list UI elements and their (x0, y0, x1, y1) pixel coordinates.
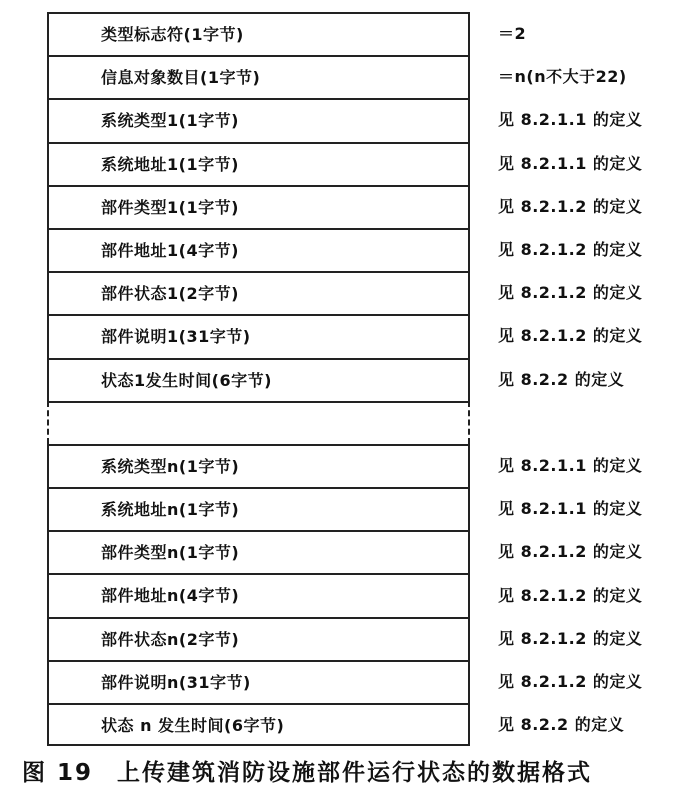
definition-note: 见 8.2.1.2 的定义 (498, 628, 643, 648)
table-row (47, 185, 470, 228)
definition-note: 见 8.2.1.1 的定义 (498, 499, 643, 519)
field-cell: 部件类型n(1字节) (101, 543, 240, 563)
definition-note: 见 8.2.1.2 的定义 (498, 283, 643, 303)
field-cell: 状态 n 发生时间(6字节) (101, 716, 285, 735)
definition-note: 见 8.2.1.2 的定义 (498, 542, 643, 562)
field-cell: 状态1发生时间(6字节) (101, 370, 272, 390)
table-row (47, 444, 470, 487)
field-cell: 部件地址1(4字节) (101, 240, 239, 260)
field-cell: 系统地址1(1字节) (101, 154, 239, 174)
definition-note: 见 8.2.1.1 的定义 (498, 153, 643, 173)
definition-note: 见 8.2.1.2 的定义 (498, 672, 643, 691)
table-row (47, 55, 470, 98)
figure-title: 上传建筑消防设施部件运行状态的数据格式 (117, 760, 593, 786)
field-cell: 部件说明n(31字节) (101, 672, 251, 692)
definition-note: 见 8.2.1.2 的定义 (498, 196, 643, 216)
table-row (47, 487, 470, 530)
table-row (47, 703, 470, 746)
field-cell: 系统地址n(1字节) (101, 500, 240, 520)
definition-note: 见 8.2.1.2 的定义 (498, 240, 643, 259)
table-row (47, 98, 470, 141)
figure-caption (22, 753, 592, 793)
table-row (47, 617, 470, 660)
table-row (47, 271, 470, 314)
definition-note: 见 8.2.2 的定义 (498, 715, 625, 735)
table-row (47, 530, 470, 573)
definition-note: 见 8.2.1.1 的定义 (498, 456, 643, 475)
definition-note: ＝n(n不大于22) (498, 67, 627, 87)
table-row (47, 142, 470, 185)
definition-note: 见 8.2.1.1 的定义 (498, 110, 643, 130)
field-cell: 类型标志符(1字节) (101, 25, 244, 44)
field-cell: 部件地址n(4字节) (101, 586, 240, 606)
field-cell: 部件类型1(1字节) (101, 197, 239, 217)
table-row (47, 12, 470, 55)
definition-note: 见 8.2.1.2 的定义 (498, 585, 643, 605)
table-row (47, 314, 470, 357)
definition-note: 见 8.2.2 的定义 (498, 369, 625, 389)
field-cell: 部件说明1(31字节) (101, 327, 251, 347)
data-format-table (47, 12, 470, 746)
field-cell: 系统类型1(1字节) (101, 111, 239, 131)
table-row (47, 228, 470, 271)
figure-number: 图 19 (22, 760, 94, 786)
ellipsis-row (47, 401, 470, 444)
field-cell: 部件状态1(2字节) (101, 284, 239, 304)
table-row (47, 358, 470, 401)
definition-note: 见 8.2.1.2 的定义 (498, 326, 643, 346)
field-cell: 部件状态n(2字节) (101, 629, 240, 649)
field-cell: 系统类型n(1字节) (101, 456, 240, 476)
definition-note: ＝2 (498, 24, 527, 43)
table-row (47, 660, 470, 703)
table-row (47, 573, 470, 616)
field-cell: 信息对象数目(1字节) (101, 68, 261, 88)
